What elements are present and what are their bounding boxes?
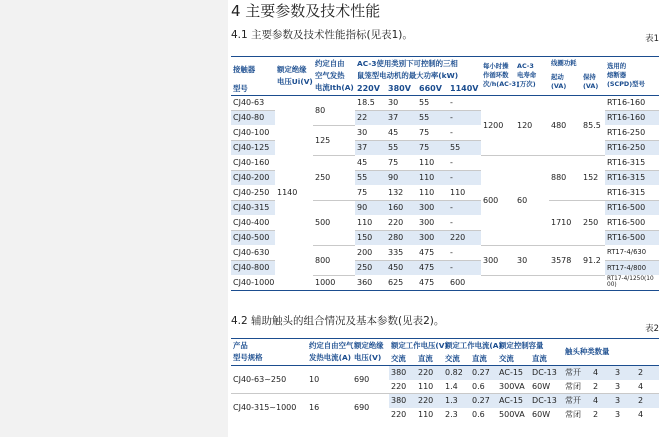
th-fuse: 选用的 熔断器 (SCPD)型号	[607, 62, 645, 89]
th-life: AC-3 电寿命 (万次)	[517, 62, 537, 89]
th2-capacity: 额定控制容量	[499, 340, 544, 350]
th-ac3-power: AC-3使用类别下可控制的三相 鼠笼型电动机的最大功率(kW)	[357, 58, 459, 80]
th2-contacts: 触头种类数量	[565, 347, 610, 356]
table-row: CJ40-250 75 132 110 110 RT16-315	[231, 185, 659, 200]
table-row: CJ40-800 250 450 475 - RT17-4/800	[231, 260, 659, 275]
table-row: CJ40-500 150 280 300 220 RT16-500	[231, 230, 659, 245]
th-ith: 约定自由 空气发热 电流Ith(A)	[315, 58, 354, 92]
table-row: CJ40-80 22 37 55 - RT16-160	[231, 110, 659, 125]
table-row: CJ40-160 250 45 75 110 - 600 60 880 152 RT16-315	[231, 155, 659, 170]
table-row: CJ40-63~250 10 690 380 220 0.82 0.27 AC-15 DC-13 常开 4 3 2	[231, 366, 659, 380]
main-parameters-table	[231, 56, 659, 291]
th-model-l2: 型号	[233, 83, 248, 93]
table-row: CJ40-630 800 200 335 475 - 300 30 3578 91.2 RT17-4/630	[231, 245, 659, 260]
table-row: CJ40-315~1000 16 690 380 220 1.3 0.27 AC-15 DC-13 常开 4 3 2	[231, 394, 659, 408]
ui-cell: 1140	[277, 188, 298, 197]
th-coil: 线圈功耗	[551, 58, 577, 67]
th-380v: 380V	[388, 84, 411, 93]
th-model: 接触器	[233, 64, 256, 74]
th-ui: 额定绝缘 电压Ui(V)	[277, 64, 313, 86]
th-hold: 保持 (VA)	[583, 73, 599, 90]
table-row: CJ40-63 1140 80 18.5 30 55 - 1200 120 480 85.5 RT16-160	[231, 95, 659, 110]
table-row: 220 110 2.3 0.6 500VA 60W 常闭 2 3 4	[391, 410, 644, 419]
table1-number: 表1	[645, 34, 659, 44]
table-row: CJ40-200 55 90 110 - RT16-315	[231, 170, 659, 185]
subsection-title-4-1: 4.1 主要参数及技术性能指标(见表1)。	[231, 29, 413, 41]
table-row: CJ40-400 110 220 300 - RT16-500	[231, 215, 659, 230]
table2-number: 表2	[645, 324, 659, 334]
th2-model: 产品 型号规格	[233, 341, 263, 362]
th-220v: 220V	[357, 84, 380, 93]
th-cycles: 每小时操 作循环数 次/h(AC-3)	[483, 62, 519, 89]
th2-ui: 额定绝缘 电压(V)	[354, 341, 384, 362]
table-row: CJ40-100 125 30 45 75 - RT16-250	[231, 125, 659, 140]
th-660v: 660V	[419, 84, 442, 93]
th2-voltage: 额定工作电压(V)	[391, 340, 448, 350]
table-row: 220 110 1.4 0.6 300VA 60W 常闭 2 3 4	[231, 380, 659, 394]
th-1140v: 1140V	[450, 84, 479, 93]
section-heading: 4 主要参数及技术性能	[231, 2, 381, 20]
subsection-title-4-2: 4.2 辅助触头的组合情况及基本参数(见表2)。	[231, 315, 445, 327]
auxiliary-contacts-table: 产品 型号规格 约定自由空气 发热电流(A) 额定绝缘 电压(V) 额定工作电压(V) 额定工作电流(A) 额定控制容量 触头种类数量 交流 直流 交流 直流 交流 直流 CJ40-63~250 10 690 380 220 0.82 0.27 AC-15 DC-13 常开 4 3 2 220 110 1.4 0.6 300VA 60W 常闭 2 3 4 CJ40-315~1000 16 690 380 220 1.3 0.27 AC-15 DC-13 常开 4 3 2 220 110 2.3 0.6 500VA 60W 常闭 2 3 4	[231, 338, 659, 422]
table-row: CJ40-315 500 90 160 300 - 1710 250 RT16-500	[231, 200, 659, 215]
left-margin-panel	[0, 0, 228, 437]
th2-ith: 约定自由空气 发热电流(A)	[309, 341, 354, 362]
th-start: 起动 (VA)	[551, 73, 567, 90]
th2-current: 额定工作电流(A)	[445, 340, 502, 350]
table-row: CJ40-125 37 55 75 55 RT16-250	[231, 140, 659, 155]
table-row: CJ40-1000 1000 360 625 475 600 RT17-4/1250(1000)	[231, 275, 659, 290]
